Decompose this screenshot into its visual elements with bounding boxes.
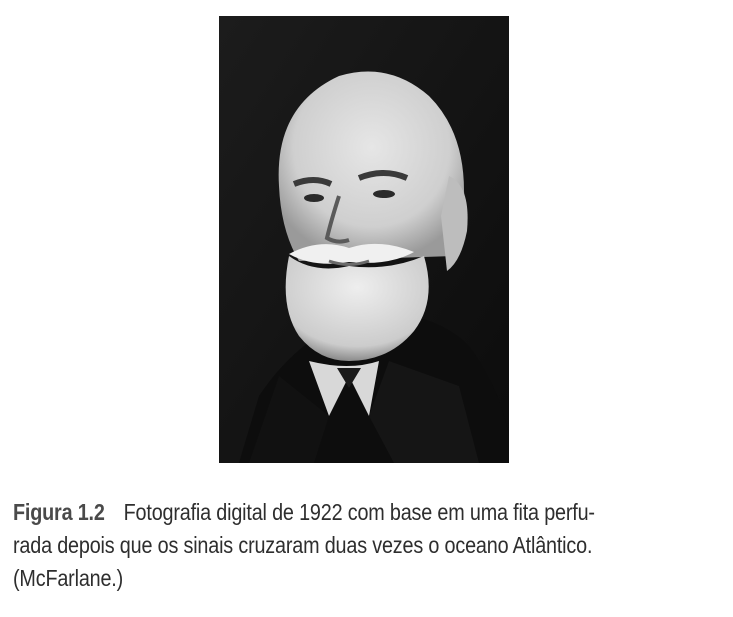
caption-line-3	[13, 562, 718, 595]
portrait-image	[219, 16, 509, 463]
caption-text-line-1: Fotografia digital de 1922 com base em uma fita perfu-	[123, 499, 595, 525]
caption-line-1	[13, 496, 718, 529]
portrait-photo	[219, 16, 509, 463]
figure-label: Figura 1.2	[13, 499, 105, 525]
caption-line-2	[13, 529, 718, 562]
caption-credit: (McFarlane.)	[13, 565, 124, 591]
caption-text-line-2: rada depois que os sinais cruzaram duas vezes o oceano Atlântico.	[13, 532, 593, 558]
figure-caption	[13, 496, 718, 595]
